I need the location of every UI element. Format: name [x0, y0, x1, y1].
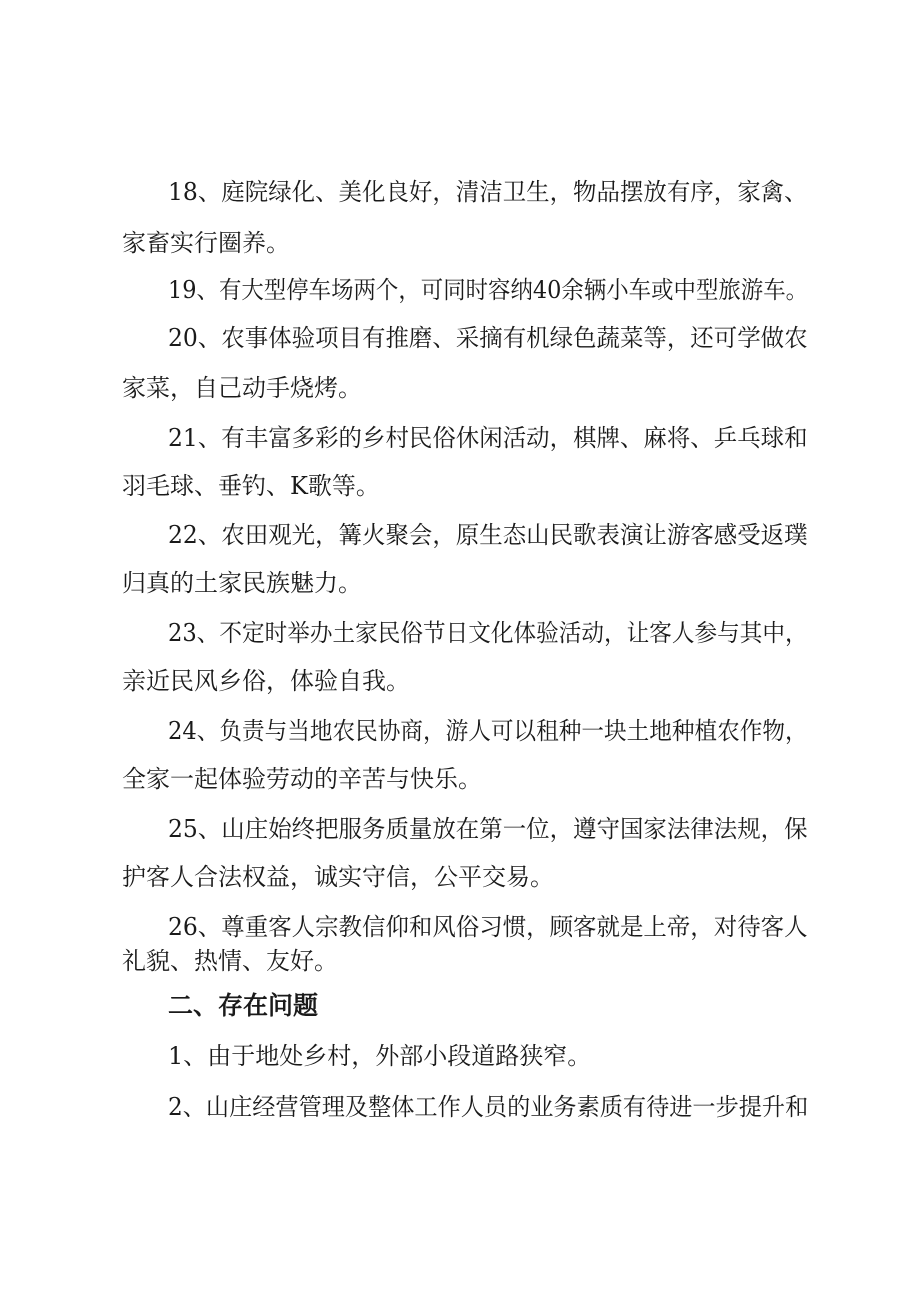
item-24-line-1: 24、负责与当地农民协商，游人可以租种一块土地种植农作物，	[168, 717, 808, 745]
item-20-line-1: 20、农事体验项目有推磨、采摘有机绿色蔬菜等，还可学做农	[168, 324, 808, 352]
item-25-line-1: 25、山庄始终把服务质量放在第一位，遵守国家法律法规，保	[168, 815, 808, 843]
item-26-line-1: 26、尊重客人宗教信仰和风俗习惯，顾客就是上帝，对待客人	[168, 913, 808, 941]
item-23-line-1: 23、不定时举办土家民俗节日文化体验活动，让客人参与其中，	[168, 619, 808, 647]
problem-1: 1、由于地处乡村，外部小段道路狭窄。	[168, 1042, 592, 1070]
problem-2: 2、山庄经营管理及整体工作人员的业务素质有待进一步提升和	[168, 1093, 809, 1121]
item-24-line-2: 全家一起体验劳动的辛苦与快乐。	[122, 765, 482, 793]
item-23-line-2: 亲近民风乡俗，体验自我。	[122, 667, 410, 695]
item-20-line-2: 家菜，自己动手烧烤。	[122, 374, 362, 402]
item-26-line-2: 礼貌、热情、友好。	[122, 947, 338, 975]
item-22-line-2: 归真的土家民族魅力。	[122, 569, 362, 597]
section-heading: 二、存在问题	[168, 991, 319, 1020]
item-18-line-1: 18、庭院绿化、美化良好，清洁卫生，物品摆放有序，家禽、	[168, 178, 808, 206]
item-21-line-1: 21、有丰富多彩的乡村民俗休闲活动，棋牌、麻将、乒乓球和	[168, 424, 808, 452]
item-18-line-2: 家畜实行圈养。	[122, 229, 290, 257]
item-21-line-2: 羽毛球、垂钓、K歌等。	[122, 472, 380, 500]
item-22-line-1: 22、农田观光，篝火聚会，原生态山民歌表演让游客感受返璞	[168, 521, 808, 549]
item-19-line-1: 19、有大型停车场两个，可同时容纳40余辆小车或中型旅游车。	[168, 276, 809, 304]
item-25-line-2: 护客人合法权益，诚实守信，公平交易。	[122, 863, 554, 891]
